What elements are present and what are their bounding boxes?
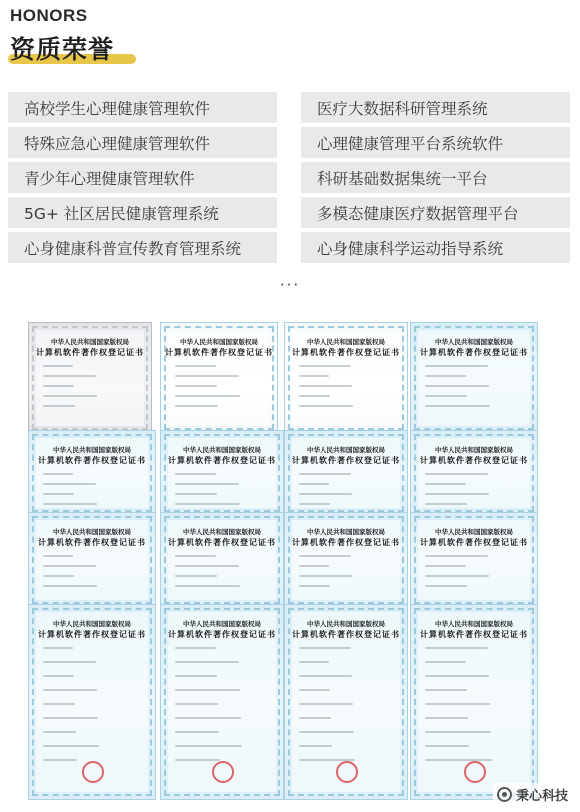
certificate-text-line xyxy=(175,675,217,677)
certificate-text-line xyxy=(175,385,217,387)
certificate-text-line xyxy=(175,555,216,557)
certificate-text-line xyxy=(299,483,329,485)
certificate-thumbnail xyxy=(284,604,408,800)
honor-item: 特殊应急心理健康管理软件 xyxy=(8,127,277,158)
certificate-text-line xyxy=(299,503,330,505)
honor-item: 高校学生心理健康管理软件 xyxy=(8,92,277,123)
certificate-text-line xyxy=(175,647,216,649)
certificate-text-line xyxy=(175,703,218,705)
certificate-thumbnail xyxy=(410,512,538,608)
certificate-title: 计算机软件著作权登记证书 xyxy=(168,538,276,547)
certificate-issuer: 中华人民共和国国家版权局 xyxy=(180,338,258,346)
certificate-issuer: 中华人民共和国国家版权局 xyxy=(53,620,131,628)
certificate-text-line xyxy=(299,689,330,691)
certificate-text-line xyxy=(175,493,217,495)
certificate-text-line xyxy=(299,375,329,377)
certificate-text-line xyxy=(299,555,351,557)
certificate-issuer: 中华人民共和国国家版权局 xyxy=(53,446,131,454)
certificate-thumbnail xyxy=(28,430,156,516)
certificate-text-line xyxy=(425,717,468,719)
certificate-thumbnail xyxy=(28,604,156,800)
certificate-title: 计算机软件著作权登记证书 xyxy=(292,348,400,357)
certificate-issuer: 中华人民共和国国家版权局 xyxy=(435,338,513,346)
certificate-thumbnail xyxy=(160,322,278,434)
certificate-thumbnail xyxy=(410,322,538,434)
certificate-text-line xyxy=(299,731,354,733)
certificate-issuer: 中华人民共和国国家版权局 xyxy=(435,446,513,454)
red-seal-icon xyxy=(336,761,358,783)
certificate-text-line xyxy=(425,689,467,691)
certificate-issuer: 中华人民共和国国家版权局 xyxy=(183,446,261,454)
certificate-text-line xyxy=(43,385,74,387)
certificate-text-line xyxy=(43,717,98,719)
certificate-text-line xyxy=(299,365,351,367)
certificate-text-line xyxy=(175,585,240,587)
certificate-text-line xyxy=(299,717,331,719)
certificate-thumbnail xyxy=(410,430,538,516)
certificate-text-line xyxy=(175,759,220,761)
certificate-text-line xyxy=(425,675,489,677)
certificate-thumbnail xyxy=(160,604,284,800)
honor-item: 心身健康科学运动指导系统 xyxy=(301,232,570,263)
certificate-text-line xyxy=(43,703,75,705)
certificate-title: 计算机软件著作权登记证书 xyxy=(38,456,146,465)
certificate-text-line xyxy=(299,675,352,677)
certificate-text-line xyxy=(425,365,488,367)
certificate-thumbnail xyxy=(284,430,408,516)
certificate-text-line xyxy=(425,385,489,387)
certificate-title: 计算机软件著作权登记证书 xyxy=(38,538,146,547)
certificate-thumbnail xyxy=(28,322,152,434)
certificate-issuer: 中华人民共和国国家版权局 xyxy=(183,620,261,628)
honor-item: 青少年心理健康管理软件 xyxy=(8,162,277,193)
certificate-thumbnail xyxy=(28,512,156,608)
certificate-issuer: 中华人民共和国国家版权局 xyxy=(53,528,131,536)
certificate-issuer: 中华人民共和国国家版权局 xyxy=(51,338,129,346)
certificate-text-line xyxy=(299,405,353,407)
certificate-title: 计算机软件著作权登记证书 xyxy=(420,456,528,465)
certificate-title: 计算机软件著作权登记证书 xyxy=(36,348,144,357)
certificate-thumbnail xyxy=(284,512,408,608)
certificate-text-line xyxy=(43,759,77,761)
certificate-text-line xyxy=(425,585,467,587)
certificate-text-line xyxy=(299,575,352,577)
certificate-issuer: 中华人民共和国国家版权局 xyxy=(307,338,385,346)
more-ellipsis: ··· xyxy=(279,276,301,294)
certificate-issuer: 中华人民共和国国家版权局 xyxy=(183,528,261,536)
certificate-issuer: 中华人民共和国国家版权局 xyxy=(435,620,513,628)
honors-list xyxy=(8,92,570,263)
certificate-title: 计算机软件著作权登记证书 xyxy=(420,630,528,639)
certificate-title: 计算机软件著作权登记证书 xyxy=(168,456,276,465)
honor-item: 心身健康科普宣传教育管理系统 xyxy=(8,232,277,263)
certificate-text-line xyxy=(43,745,99,747)
certificate-text-line xyxy=(43,395,97,397)
certificate-text-line xyxy=(43,675,74,677)
certificate-text-line xyxy=(299,473,351,475)
certificate-text-line xyxy=(425,661,466,663)
certificate-text-line xyxy=(43,565,96,567)
certificate-text-line xyxy=(43,575,74,577)
certificate-text-line xyxy=(425,555,488,557)
certificate-text-line xyxy=(175,575,217,577)
certificate-text-line xyxy=(425,647,488,649)
certificate-title: 计算机软件著作权登记证书 xyxy=(165,348,273,357)
certificate-text-line xyxy=(175,405,218,407)
certificate-text-line xyxy=(43,483,96,485)
certificate-text-line xyxy=(43,647,73,649)
certificate-issuer: 中华人民共和国国家版权局 xyxy=(307,620,385,628)
certificate-text-line xyxy=(175,717,241,719)
certificate-text-line xyxy=(425,745,469,747)
certificate-thumbnail xyxy=(160,512,284,608)
certificate-thumbnail xyxy=(410,604,538,800)
red-seal-icon xyxy=(212,761,234,783)
certificate-text-line xyxy=(299,565,329,567)
certificate-text-line xyxy=(425,473,488,475)
certificate-title: 计算机软件著作权登记证书 xyxy=(420,538,528,547)
certificate-text-line xyxy=(299,395,330,397)
honors-eyebrow: HONORS xyxy=(10,6,88,25)
certificate-text-line xyxy=(175,745,242,747)
certificate-text-line xyxy=(299,585,330,587)
certificate-text-line xyxy=(43,405,75,407)
certificate-title: 计算机软件著作权登记证书 xyxy=(292,630,400,639)
certificate-issuer: 中华人民共和国国家版权局 xyxy=(307,528,385,536)
certificate-text-line xyxy=(425,395,467,397)
certificate-title: 计算机软件著作权登记证书 xyxy=(38,630,146,639)
certificate-text-line xyxy=(43,585,97,587)
certificate-issuer: 中华人民共和国国家版权局 xyxy=(307,446,385,454)
certificate-text-line xyxy=(299,703,353,705)
certificate-text-line xyxy=(43,689,97,691)
certificate-text-line xyxy=(175,565,239,567)
section-title xyxy=(10,30,114,66)
certificate-text-line xyxy=(425,575,489,577)
certificate-text-line xyxy=(175,731,219,733)
certificate-title: 计算机软件著作权登记证书 xyxy=(292,538,400,547)
certificate-text-line xyxy=(175,689,240,691)
certificate-text-line xyxy=(175,473,216,475)
certificate-text-line xyxy=(43,493,74,495)
honor-item: 医疗大数据科研管理系统 xyxy=(301,92,570,123)
honor-item: 心理健康管理平台系统软件 xyxy=(301,127,570,158)
honor-item: 科研基础数据集统一平台 xyxy=(301,162,570,193)
certificate-text-line xyxy=(43,503,97,505)
certificate-text-line xyxy=(299,493,352,495)
certificate-text-line xyxy=(175,375,239,377)
certificate-text-line xyxy=(299,745,332,747)
certificates-gallery xyxy=(28,316,566,802)
red-seal-icon xyxy=(82,761,104,783)
certificate-title: 计算机软件著作权登记证书 xyxy=(292,456,400,465)
red-seal-icon xyxy=(464,761,486,783)
certificate-title: 计算机软件著作权登记证书 xyxy=(420,348,528,357)
certificate-text-line xyxy=(43,555,73,557)
certificate-text-line xyxy=(425,375,466,377)
honor-item: 5G+ 社区居民健康管理系统 xyxy=(8,197,277,228)
page-title: 资质荣誉 xyxy=(10,35,115,64)
certificate-text-line xyxy=(175,395,240,397)
certificate-text-line xyxy=(299,661,329,663)
certificate-thumbnail xyxy=(160,430,284,516)
certificate-text-line xyxy=(425,565,466,567)
certificate-text-line xyxy=(175,483,239,485)
watermark-text: 秉心科技 xyxy=(515,789,568,804)
certificate-text-line xyxy=(425,405,490,407)
certificate-text-line xyxy=(425,483,466,485)
watermark xyxy=(493,783,572,806)
certificate-text-line xyxy=(175,661,239,663)
honor-item: 多模态健康医疗数据管理平台 xyxy=(301,197,570,228)
certificate-text-line xyxy=(43,661,96,663)
certificate-text-line xyxy=(175,503,240,505)
certificate-text-line xyxy=(43,365,73,367)
wechat-icon xyxy=(497,787,512,802)
certificate-text-line xyxy=(299,647,351,649)
certificate-text-line xyxy=(175,365,216,367)
certificate-text-line xyxy=(425,493,489,495)
certificate-text-line xyxy=(425,503,467,505)
certificate-text-line xyxy=(425,759,492,761)
certificate-text-line xyxy=(43,473,73,475)
certificate-text-line xyxy=(43,731,76,733)
certificate-text-line xyxy=(299,385,352,387)
certificate-title: 计算机软件著作权登记证书 xyxy=(168,630,276,639)
certificate-text-line xyxy=(425,731,491,733)
certificate-text-line xyxy=(425,703,490,705)
certificate-text-line xyxy=(43,375,96,377)
certificate-thumbnail xyxy=(284,322,408,434)
certificate-issuer: 中华人民共和国国家版权局 xyxy=(435,528,513,536)
